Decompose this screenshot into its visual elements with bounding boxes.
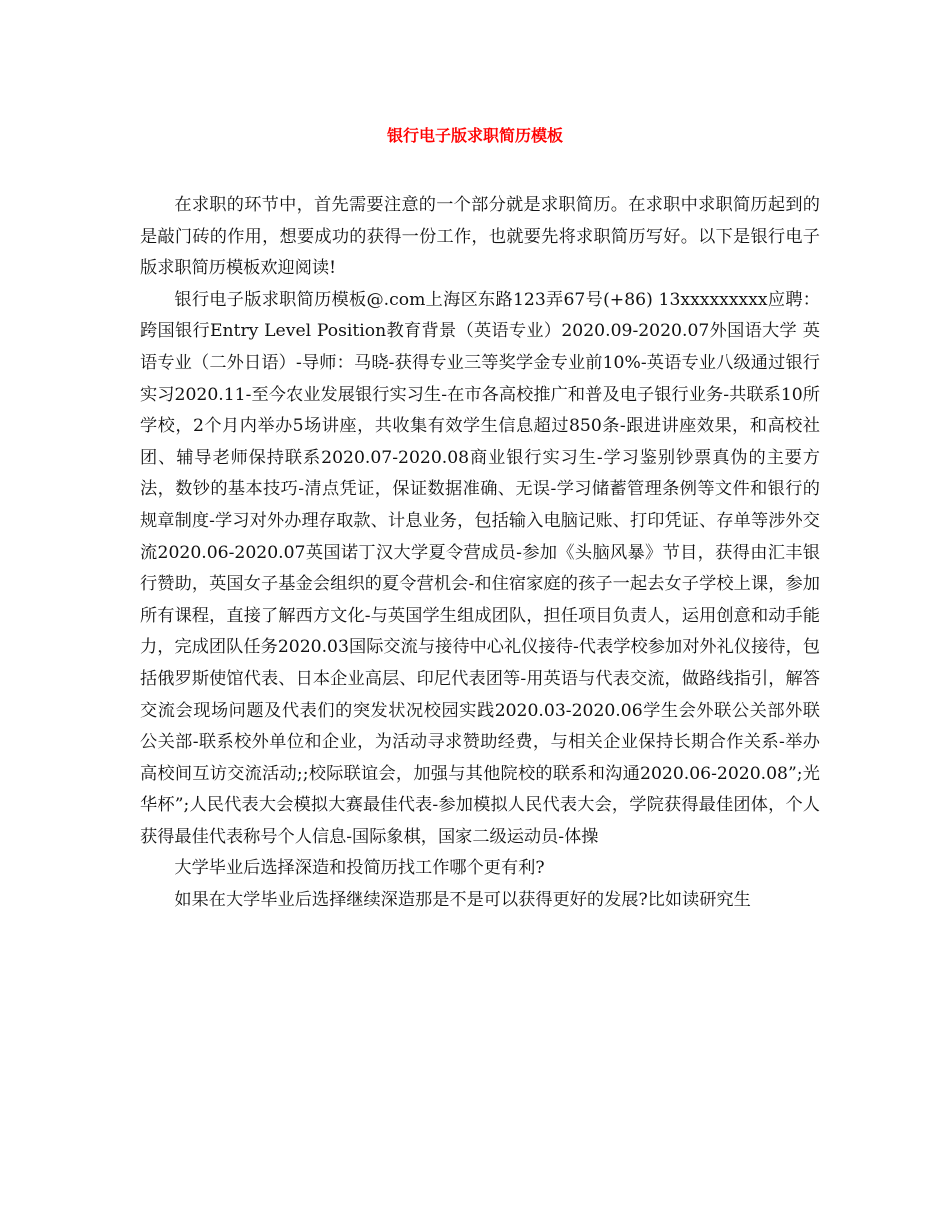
paragraph-resume-content: 银行电子版求职简历模板@.com上海区东路123弄67号(+86) 13xxxxxxxxx应聘：跨国银行Entry Level Position教育背景（英语专业）2020.09-2020.07外国语大学 英语专业（二外日语）-导师：马晓-获得专业三等奖学金专业前10%-英语专业八级通过银行实习2020.11-至今农业发展银行实习生-在市各高校推广和普及电子银行业务-共联系10所学校，2个月内举办5场讲座，共收集有效学生信息超过850条-跟进讲座效果，和高校社团、辅导老师保持联系2020.07-2020.08商业银行实习生-学习鉴别钞票真伪的主要方法，数钞的基本技巧-清点凭证，保证数据准确、无误-学习储蓄管理条例等文件和银行的规章制度-学习对外办理存取款、计息业务，包括输入电脑记账、打印凭证、存单等涉外交流2020.06-2020.07英国诺丁汉大学夏令营成员-参加《头脑风暴》节目，获得由汇丰银行赞助，英国女子基金会组织的夏令营机会-和住宿家庭的孩子一起去女子学校上课，参加所有课程，直接了解西方文化-与英国学生组成团队，担任项目负责人，运用创意和动手能力，完成团队任务2020.03国际交流与接待中心礼仪接待-代表学校参加对外礼仪接待，包括俄罗斯使馆代表、日本企业高层、印尼代表团等-用英语与代表交流，做路线指引，解答交流会现场问题及代表们的突发状况校园实践2020.03-2020.06学生会外联公关部外联公关部-联系校外单位和企业，为活动寻求赞助经费，与相关企业保持长期合作关系-举办高校间互访交流活动;;校际联谊会，加强与其他院校的联系和沟通2020.06-2020.08”;光华杯”;人民代表大会模拟大赛最佳代表-参加模拟人民代表大会，学院获得最佳团体，个人获得最佳代表称号个人信息-国际象棋，国家二级运动员-体操: [140, 289, 820, 847]
paragraph-intro: 在求职的环节中，首先需要注意的一个部分就是求职简历。在求职中求职简历起到的是敲门砖的作用，想要成功的获得一份工作，也就要先将求职简历写好。以下是银行电子版求职简历模板欢迎阅读!: [140, 195, 820, 279]
document-title: 银行电子版求职简历模板: [386, 126, 563, 145]
paragraph-continuation: 如果在大学毕业后选择继续深造那是不是可以获得更好的发展?比如读研究生: [174, 890, 751, 911]
paragraph-question: 大学毕业后选择深造和投简历找工作哪个更有利?: [174, 858, 545, 879]
document-body: [140, 190, 820, 917]
